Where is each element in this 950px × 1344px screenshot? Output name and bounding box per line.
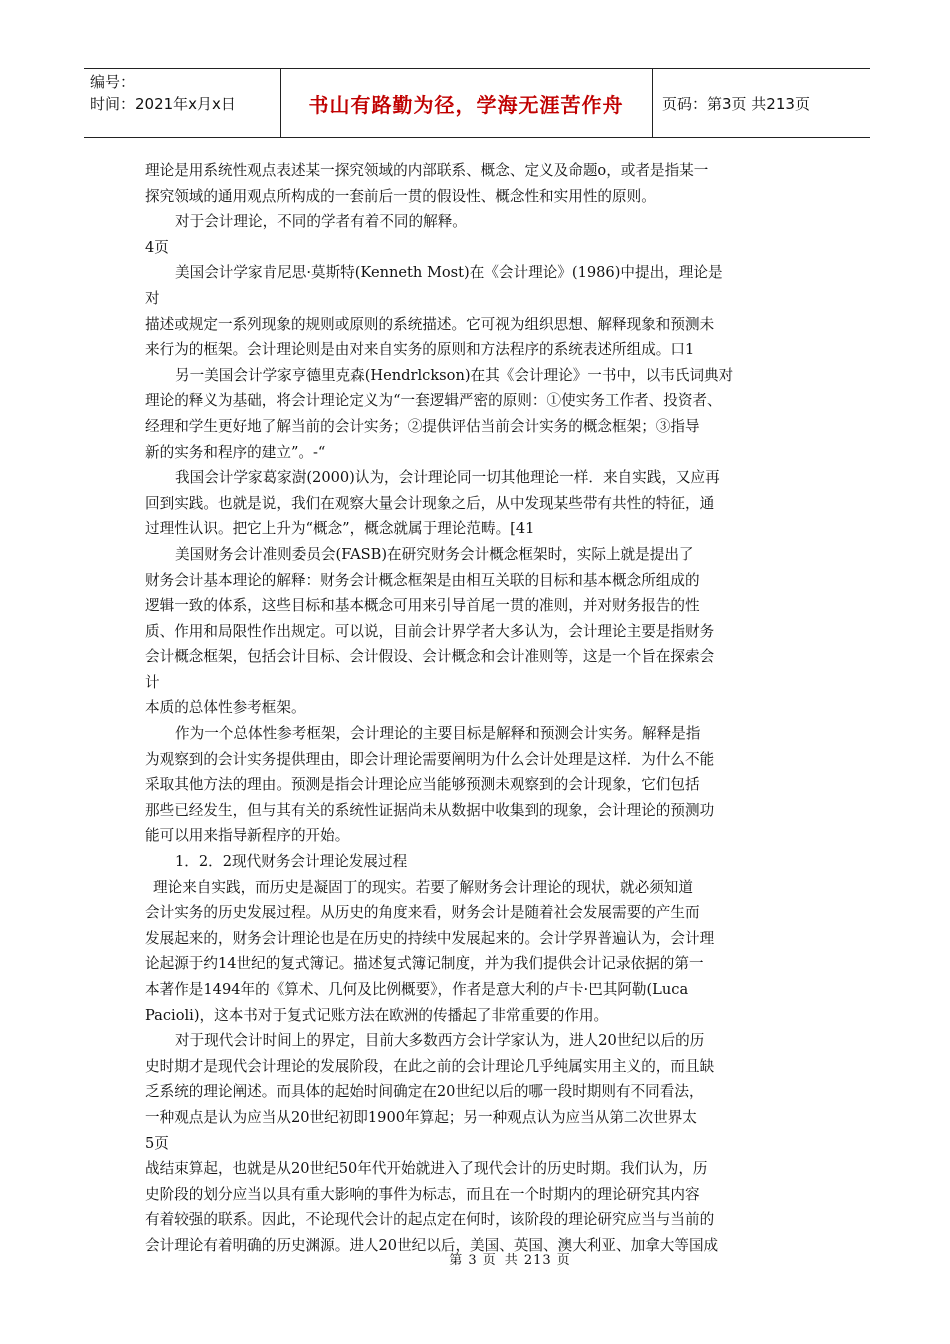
text-line: 来行为的框架。会计理论则是由对来自实务的原则和方法程序的系统表述所组成。口1: [145, 341, 695, 359]
text-line: 对: [145, 289, 160, 307]
text-line: 那些已经发生，但与其有关的系统性证据尚未从数据中收集到的现象，会计理论的预测功: [145, 801, 715, 819]
doc-date: 时间：2021年x月x日: [90, 95, 236, 113]
header-meta: [90, 71, 280, 115]
text-line: 质、作用和局限性作出规定。可以说，目前会计界学者大多认为，会计理论主要是指财务: [145, 622, 715, 640]
text-line: 另一美国会计学家亨德里克森(Hendrlckson)在其《会计理论》一书中，以韦氏词典对: [175, 366, 734, 384]
header-divider: [652, 69, 653, 137]
text-line: 对于现代会计时间上的界定，目前大多数西方会计学家认为，进人20世纪以后的历: [175, 1032, 705, 1050]
text-line: 回到实践。也就是说，我们在观察大量会计现象之后，从中发现某些带有共性的特征，通: [145, 494, 715, 512]
text-line: 有着较强的联系。因此，不论现代会计的起点定在何时，该阶段的理论研究应当与当前的: [145, 1211, 715, 1229]
page-footer: [0, 1249, 950, 1268]
text-line: 探究领域的通用观点所构成的一套前后一贯的假设性、概念性和实用性的原则。: [145, 187, 656, 205]
text-line: 论起源于约14世纪的复式簿记。描述复式簿记制度，并为我们提供会计记录依据的第一: [145, 955, 704, 973]
text-line: 我国会计学家葛家澍(2000)认为，会计理论同一切其他理论一样．来自实践，又应再: [175, 469, 720, 487]
text-line: 本质的总体性参考框架。: [145, 699, 306, 717]
text-line: 美国财务会计准则委员会(FASB)在研究财务会计概念框架时，实际上就是提出了: [175, 545, 694, 563]
text-line: 会计实务的历史发展过程。从历史的角度来看，财务会计是随着社会发展需要的产生而: [145, 904, 700, 922]
text-line: 会计理论有着明确的历史渊源。进人20世纪以后，美国、英国、澳大利亚、加拿大等国成: [145, 1236, 719, 1254]
text-line: 过理性认识。把它上升为“概念”，概念就属于理论范畴。[41: [145, 520, 535, 538]
text-line: 计: [145, 673, 160, 691]
text-line: 能可以用来指导新程序的开始。: [145, 827, 350, 845]
header-page-info: 页码：第3页 共213页: [662, 94, 810, 113]
text-line: 会计概念框架，包括会计目标、会计假设、会计概念和会计准则等，这是一个旨在探索会: [145, 648, 715, 666]
footer-page-current: 第 3 页: [449, 1253, 497, 1268]
text-line: 战结束算起，也就是从20世纪50年代开始就进入了现代会计的历史时期。我们认为，历: [145, 1160, 708, 1178]
text-line: 理论来自实践，而历史是凝固丁的现实。若要了解财务会计理论的现状，就必须知道: [153, 878, 693, 896]
text-line: 理论是用系统性观点表述某一探究领域的内部联系、概念、定义及命题o，或者是指某一: [145, 162, 709, 179]
text-line: 一种观点是认为应当从20世纪初即1900年算起；另一种观点认为应当从第二次世界太: [145, 1108, 697, 1126]
text-line: 乏系统的理论阐述。而具体的起始时间确定在20世纪以后的哪一段时期则有不同看法，: [145, 1083, 704, 1101]
text-line: 发展起来的，财务会计理论也是在历史的持续中发展起来的。会计学界普遍认为，会计理: [145, 929, 715, 947]
text-line: 对于会计理论，不同的学者有着不同的解释。: [175, 213, 467, 231]
text-line: Pacioli)，这本书对于复式记账方法在欧洲的传播起了非常重要的作用。: [145, 1006, 609, 1024]
footer-page-total: 共 213 页: [504, 1253, 571, 1268]
section-heading: 1．2．2现代财务会计理论发展过程: [175, 853, 408, 871]
page-header: [84, 68, 870, 138]
page-marker: 4页: [145, 238, 169, 256]
text-line: 财务会计基本理论的解释：财务会计概念框架是由相互关联的目标和基本概念所组成的: [145, 571, 700, 589]
text-line: 采取其他方法的理由。预测是指会计理论应当能够预测未观察到的会计现象，它们包括: [145, 776, 700, 794]
document-body: [145, 158, 809, 1259]
text-line: 新的实务和程序的建立”。-“: [145, 443, 326, 461]
page-marker: 5页: [145, 1134, 169, 1152]
header-motto: 书山有路勤为径，学海无涯苦作舟: [308, 92, 624, 117]
text-line: 美国会计学家肯尼思·莫斯特(Kenneth Most)在《会计理论》(1986)中提出，理论是: [175, 264, 723, 282]
text-line: 经理和学生更好地了解当前的会计实务；②提供评估当前会计实务的概念框架；③指导: [145, 417, 700, 435]
doc-number-label: 编号：: [90, 73, 136, 91]
text-line: 理论的释义为基础，将会计理论定义为“一套逻辑严密的原则：①使实务工作者、投资者、: [145, 392, 722, 410]
text-line: 史阶段的划分应当以具有重大影响的事件为标志，而且在一个时期内的理论研究其内容: [145, 1185, 700, 1203]
text-line: 描述或规定一系列现象的规则或原则的系统描述。它可视为组织思想、解释现象和预测未: [145, 315, 715, 333]
text-line: 史时期才是现代会计理论的发展阶段，在此之前的会计理论几乎纯属实用主义的，而且缺: [145, 1057, 715, 1075]
text-line: 作为一个总体性参考框架，会计理论的主要目标是解释和预测会计实务。解释是指: [175, 725, 701, 743]
text-line: 本著作是1494年的《算术、几何及比例概要》，作者是意大利的卢卡·巴其阿勒(Luca: [145, 981, 689, 998]
text-line: 逻辑一致的体系，这些目标和基本概念可用来引导首尾一贯的准则，并对财务报告的性: [145, 597, 700, 615]
text-line: 为观察到的会计实务提供理由，即会计理论需要阐明为什么会计处理是这样．为什么不能: [145, 750, 715, 768]
